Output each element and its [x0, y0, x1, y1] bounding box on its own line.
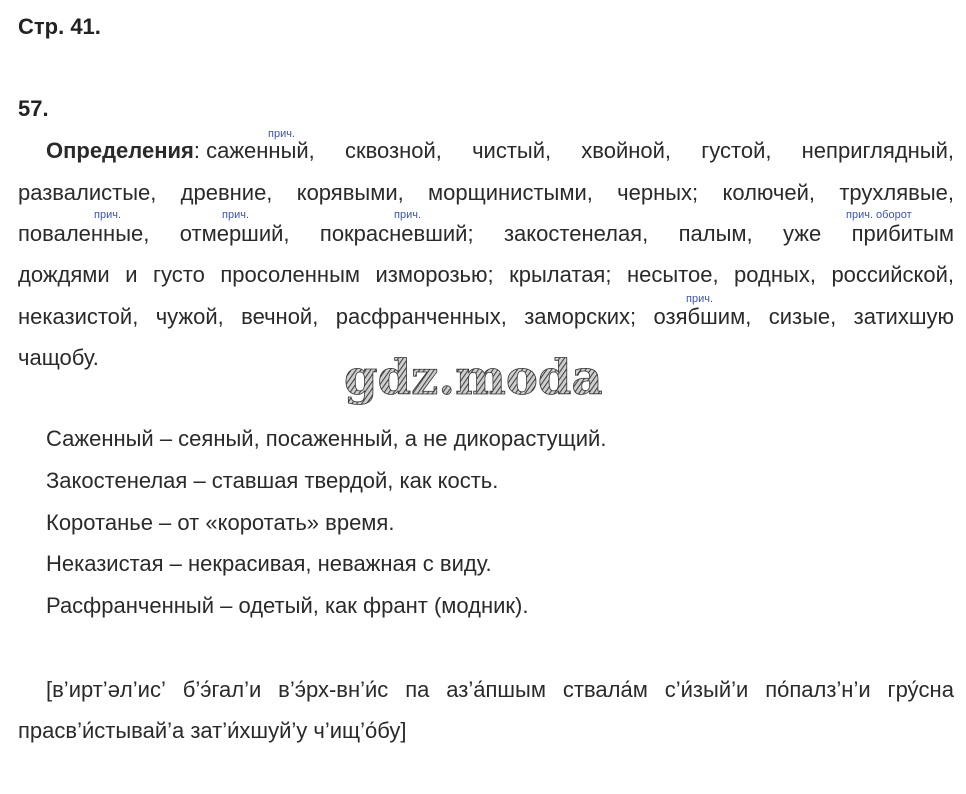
word: сквозной,: [344, 138, 442, 163]
word: ствала́м: [562, 677, 648, 702]
word: б’э́гал’и: [182, 677, 262, 702]
word: и: [125, 262, 138, 287]
word: густо: [152, 262, 205, 287]
word: просоленным: [220, 262, 361, 287]
word-sazhenny: саженный,: [206, 138, 315, 163]
annotation-prich-oborot: прич. оборот: [846, 209, 912, 221]
definition-4: Неказистая – некрасивая, неважная с виду.: [46, 551, 492, 576]
word: дождями: [18, 262, 110, 287]
word: чистый,: [472, 138, 552, 163]
word: закостенелая,: [503, 221, 649, 246]
word: аз’а́пшым: [446, 677, 546, 702]
word: родных,: [734, 262, 816, 287]
word: корявыми,: [296, 180, 404, 205]
word: черных;: [617, 180, 699, 205]
word: древние,: [180, 180, 273, 205]
word: несытое,: [626, 262, 719, 287]
word: палым,: [678, 221, 753, 246]
word: крылатая;: [509, 262, 612, 287]
word: неприглядный,: [801, 138, 954, 163]
word: уже: [783, 221, 822, 246]
definition-2: Закостенелая – ставшая твердой, как кость.: [46, 468, 499, 493]
exercise-number: 57.: [18, 96, 49, 121]
page-label: Стр. 41.: [18, 14, 101, 39]
word: гру́сна: [887, 677, 954, 702]
word: с’и́зый’и: [664, 677, 749, 702]
word: хвойной,: [581, 138, 672, 163]
word: поваленные,: [18, 221, 150, 246]
word: густой,: [701, 138, 772, 163]
annotation-prich-1: прич.: [268, 128, 296, 140]
word: отмерший,: [179, 221, 290, 246]
word: морщинистыми,: [428, 180, 593, 205]
word: заморских;: [524, 304, 637, 329]
word: прибитым: [851, 221, 954, 246]
watermark-logo: [340, 350, 620, 415]
word: озябшим,: [653, 304, 752, 329]
paragraph-line-5: [18, 304, 954, 330]
paragraph-line-1: Определения: саженный, сквозной, чистый, хвойной, густой, неприглядный,: [46, 138, 954, 163]
word: затихшую: [853, 304, 954, 329]
svg-text:gdz.moda: gdz.moda: [344, 350, 603, 406]
word: чужой,: [155, 304, 224, 329]
word: развалистые,: [18, 180, 157, 205]
word: изморозью;: [375, 262, 494, 287]
paragraph-line-3: [18, 221, 954, 247]
word: трухлявые,: [839, 180, 954, 205]
transcription-line-2: прасв’и́стывай’а зат’и́хшуй’у ч’ищ’о́бу]: [18, 718, 407, 743]
definition-1: Саженный – сеяный, посаженный, а не дикорастущий.: [46, 426, 607, 451]
word: колючей,: [722, 180, 816, 205]
definition-3: Коротанье – от «коротать» время.: [46, 510, 395, 535]
annotation-prich-3: прич.: [222, 209, 250, 221]
word: сизые,: [768, 304, 837, 329]
definition-5: Расфранченный – одетый, как франт (модник).: [46, 593, 529, 618]
word: чащобу.: [18, 345, 99, 370]
annotation-prich-2: прич.: [94, 209, 122, 221]
word: по́палз’н’и: [765, 677, 871, 702]
annotation-prich-6: прич.: [686, 293, 714, 305]
word: [в’ирт’әл’ис’: [46, 677, 166, 702]
watermark-logo-graphic: [340, 350, 620, 410]
annotation-prich-4: прич.: [394, 209, 422, 221]
paragraph-line-2: [18, 180, 954, 206]
word: неказистой,: [18, 304, 139, 329]
word: расфранченных,: [335, 304, 507, 329]
word: российской,: [831, 262, 954, 287]
word: вечной,: [241, 304, 319, 329]
definitions-term: Определения: [46, 138, 194, 163]
transcription-line-1: [46, 677, 954, 703]
paragraph-line-4: [18, 262, 954, 288]
word: па: [405, 677, 430, 702]
word: в’э́рх-вн’и́с: [278, 677, 389, 702]
word: покрасневший;: [319, 221, 474, 246]
